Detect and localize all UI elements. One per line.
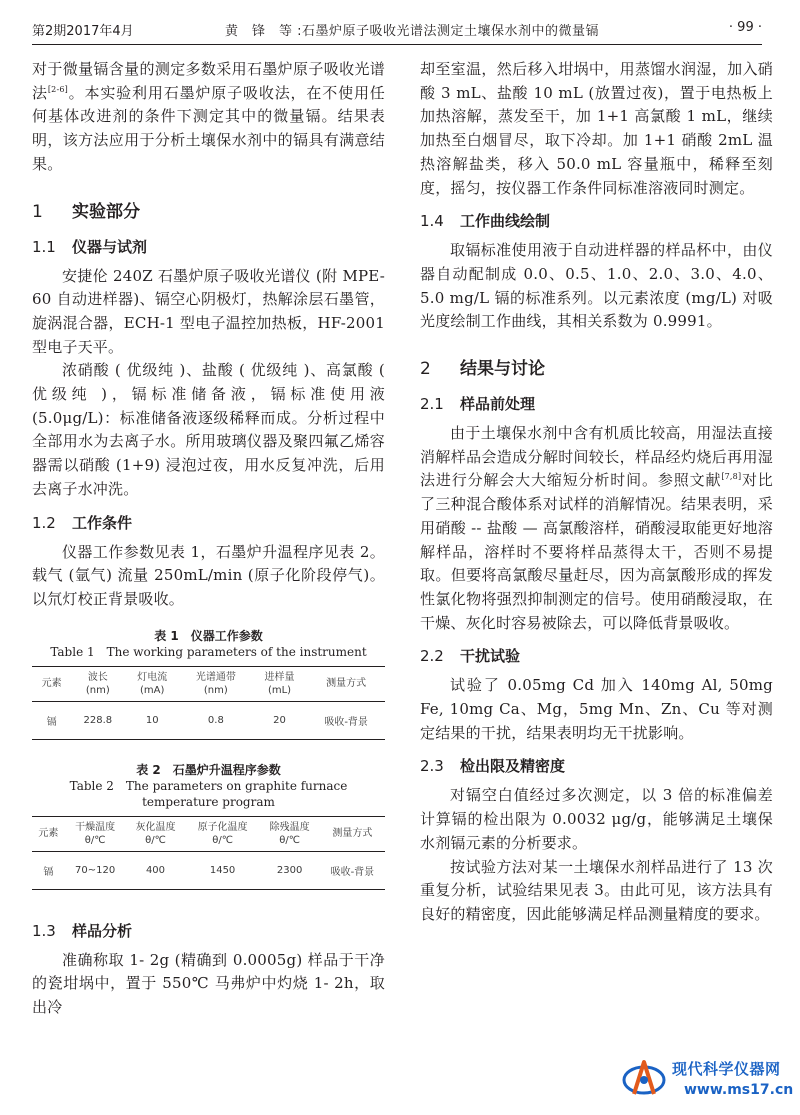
running-header: [0, 0, 800, 52]
detection-limit-paragraph: 对镉空白值经过多次测定，以 3 倍的标准偏差计算镉的检出限为 0.0032 μg/g，能够满足土壤保水剂镉元素的分析要求。: [420, 786, 773, 852]
table-header-cell: 测量方式: [307, 666, 385, 701]
table-cell: 镉: [32, 701, 71, 739]
table1-caption-zh: 表 1 仪器工作参数: [154, 628, 263, 643]
section-heading-1: 1 实验部分: [32, 201, 140, 222]
instruments-paragraph: 安捷伦 240Z 石墨炉原子吸收光谱仪 (附 MPE-60 自动进样器)、镉空心阴极灯，热解涂层石墨管，旋涡混合器，ECH-1 型电子温控加热板，HF-2001 型电子天平。: [32, 266, 385, 356]
table2-caption-zh: 表 2 石墨炉升温程序参数: [136, 762, 281, 777]
table-row: [32, 701, 385, 739]
table2: [32, 816, 385, 890]
table-cell: 228.8: [71, 701, 124, 739]
right-column: [420, 58, 773, 927]
table-header-cell: 元素: [32, 666, 71, 701]
precision-paragraph: 按试验方法对某一土壤保水剂样品进行了 13 次重复分析，试验结果见表 3。由此可见，该方法具有良好的精密度，因此能够满足样品测量精度的要求。: [420, 857, 773, 923]
running-title: 黄 锋 等 :石墨炉原子吸收光谱法测定土壤保水剂中的微量镉: [225, 24, 600, 39]
watermark-logo-icon: [620, 1054, 668, 1102]
table-cell: 20: [252, 701, 308, 739]
journal-issue: 第2期2017年4月: [32, 24, 134, 39]
continued-paragraph: 却至室温，然后移入坩埚中，用蒸馏水润湿，加入硝酸 3 mL、盐酸 10 mL (放置过夜)，置于电热板上加热溶解，蒸发至干，加 1+1 高氯酸 1 mL，继续加热至白烟冒尽，取下冷却。加 1+1 硝酸 2mL 温热溶解盐类，移入 50.0 mL 容量瓶中，稀释至刻度，摇匀，按仪器工作条件同标准溶液同时测定。: [420, 60, 773, 197]
subsection-heading-1-3: 1.3 样品分析: [32, 921, 133, 940]
interference-paragraph: 试验了 0.05mg Cd 加入 140mg Al, 50mg Fe, 10mg Ca、Mg，5mg Mn、Zn、Cu 等对测定结果的干扰，结果表明均无干扰影响。: [420, 676, 773, 742]
pretreatment-paragraph: 由于土壤保水剂中含有机质比较高，用湿法直接消解样品会造成分解时间较长，样品经灼烧后再用湿法进行分解会大大缩短分析时间。参照文献[7,8]对比了三种混合酸体系对试样的消解情况。结果表明，采用硝酸 -- 盐酸 — 高氯酸溶样，硝酸浸取能更好地溶解样品，溶样时不要将样品蒸得太干，否则不易提取。但要将高氯酸尽量赶尽，因为高氯酸形成的挥发性氯化物将强烈抑制测定的信号。使用硝酸浸取，在干燥、灰化时容易被除去，可以降低背景吸收。: [420, 424, 773, 632]
table-cell: 400: [125, 851, 185, 889]
table-cell: 镉: [32, 851, 65, 889]
table-cell: 1450: [186, 851, 260, 889]
table-header-cell: 进样量 (mL): [252, 666, 308, 701]
reagents-paragraph: 浓硝酸 ( 优级纯 )、盐酸 ( 优级纯 )、高氯酸 ( 优级纯 )，镉标准储备液，镉标准使用液 (5.0μg/L)：标准储备液逐级稀释而成。分析过程中全部用水为去离子水。所用玻璃仪器及聚四氟乙烯容器需以硝酸 (1+9) 浸泡过夜，用水反复冲洗，后用去离子水冲洗。: [32, 361, 385, 498]
citation[interactable]: [7,8]: [721, 472, 742, 482]
site-watermark[interactable]: [620, 1048, 795, 1106]
table1-caption-en: Table 1 The working parameters of the instrument: [50, 644, 367, 659]
table-cell: 吸收-背景: [320, 851, 385, 889]
subsection-heading-1-2: 1.2 工作条件: [32, 513, 133, 532]
table-header-cell: 元素: [32, 816, 65, 851]
left-column: [32, 58, 385, 1020]
watermark-site-name: 现代科学仪器网: [672, 1060, 781, 1078]
subsection-heading-2-1: 2.1 样品前处理: [420, 395, 536, 414]
subsection-heading-1-4: 1.4 工作曲线绘制: [420, 212, 551, 231]
table-row: [32, 851, 385, 889]
watermark-url[interactable]: www.ms17.cn: [684, 1082, 794, 1098]
table-cell: 70~120: [65, 851, 126, 889]
table-header-cell: 光谱通带 (nm): [180, 666, 252, 701]
table-header-cell: 干燥温度 θ/℃: [65, 816, 126, 851]
table-cell: 10: [124, 701, 180, 739]
table1: [32, 666, 385, 740]
subsection-heading-2-2: 2.2 干扰试验: [420, 647, 521, 666]
sample-analysis-paragraph: 准确称取 1- 2g (精确到 0.0005g) 样品于干净的瓷坩埚中，置于 550℃ 马弗炉中灼烧 1- 2h，取出冷: [32, 950, 385, 1017]
table-header-cell: 除残温度 θ/℃: [260, 816, 320, 851]
citation[interactable]: [2-6]: [47, 84, 68, 94]
subsection-heading-2-3: 2.3 检出限及精密度: [420, 757, 566, 776]
table-header-cell: 灰化温度 θ/℃: [125, 816, 185, 851]
table-cell: 0.8: [180, 701, 252, 739]
calibration-paragraph: 取镉标准使用液于自动进样器的样品杯中，由仪器自动配制成 0.0、0.5、1.0、2.0、3.0、4.0、5.0 mg/L 镉的标准系列。以元素浓度 (mg/L) 对吸光度绘制工作曲线，其相关系数为 0.9991。: [420, 241, 773, 331]
conditions-paragraph: 仪器工作参数见表 1，石墨炉升温程序见表 2。载气 (氩气) 流量 250mL/min (原子化阶段停气)。以氘灯校正背景吸收。: [32, 542, 385, 608]
section-heading-2: 2 结果与讨论: [420, 359, 545, 380]
subsection-heading-1-1: 1.1 仪器与试剂: [32, 237, 148, 256]
table-cell: 吸收-背景: [307, 701, 385, 739]
intro-paragraph: 对于微量镉含量的测定多数采用石墨炉原子吸收光谱法[2-6]。本实验利用石墨炉原子吸收法，在不使用任何基体改进剂的条件下测定其中的微量镉。结果表明，该方法应用于分析土壤保水剂中的镉具有满意结果。: [32, 60, 385, 173]
page-number: · 99 ·: [728, 20, 762, 35]
table-cell: 2300: [260, 851, 320, 889]
table2-caption-en: Table 2 The parameters on graphite furnace temperature program: [69, 778, 348, 809]
table-header-cell: 原子化温度 θ/℃: [186, 816, 260, 851]
table-header-cell: 测量方式: [320, 816, 385, 851]
table-header-cell: 波长 (nm): [71, 666, 124, 701]
table-header-cell: 灯电流 (mA): [124, 666, 180, 701]
header-rule: [32, 44, 762, 45]
